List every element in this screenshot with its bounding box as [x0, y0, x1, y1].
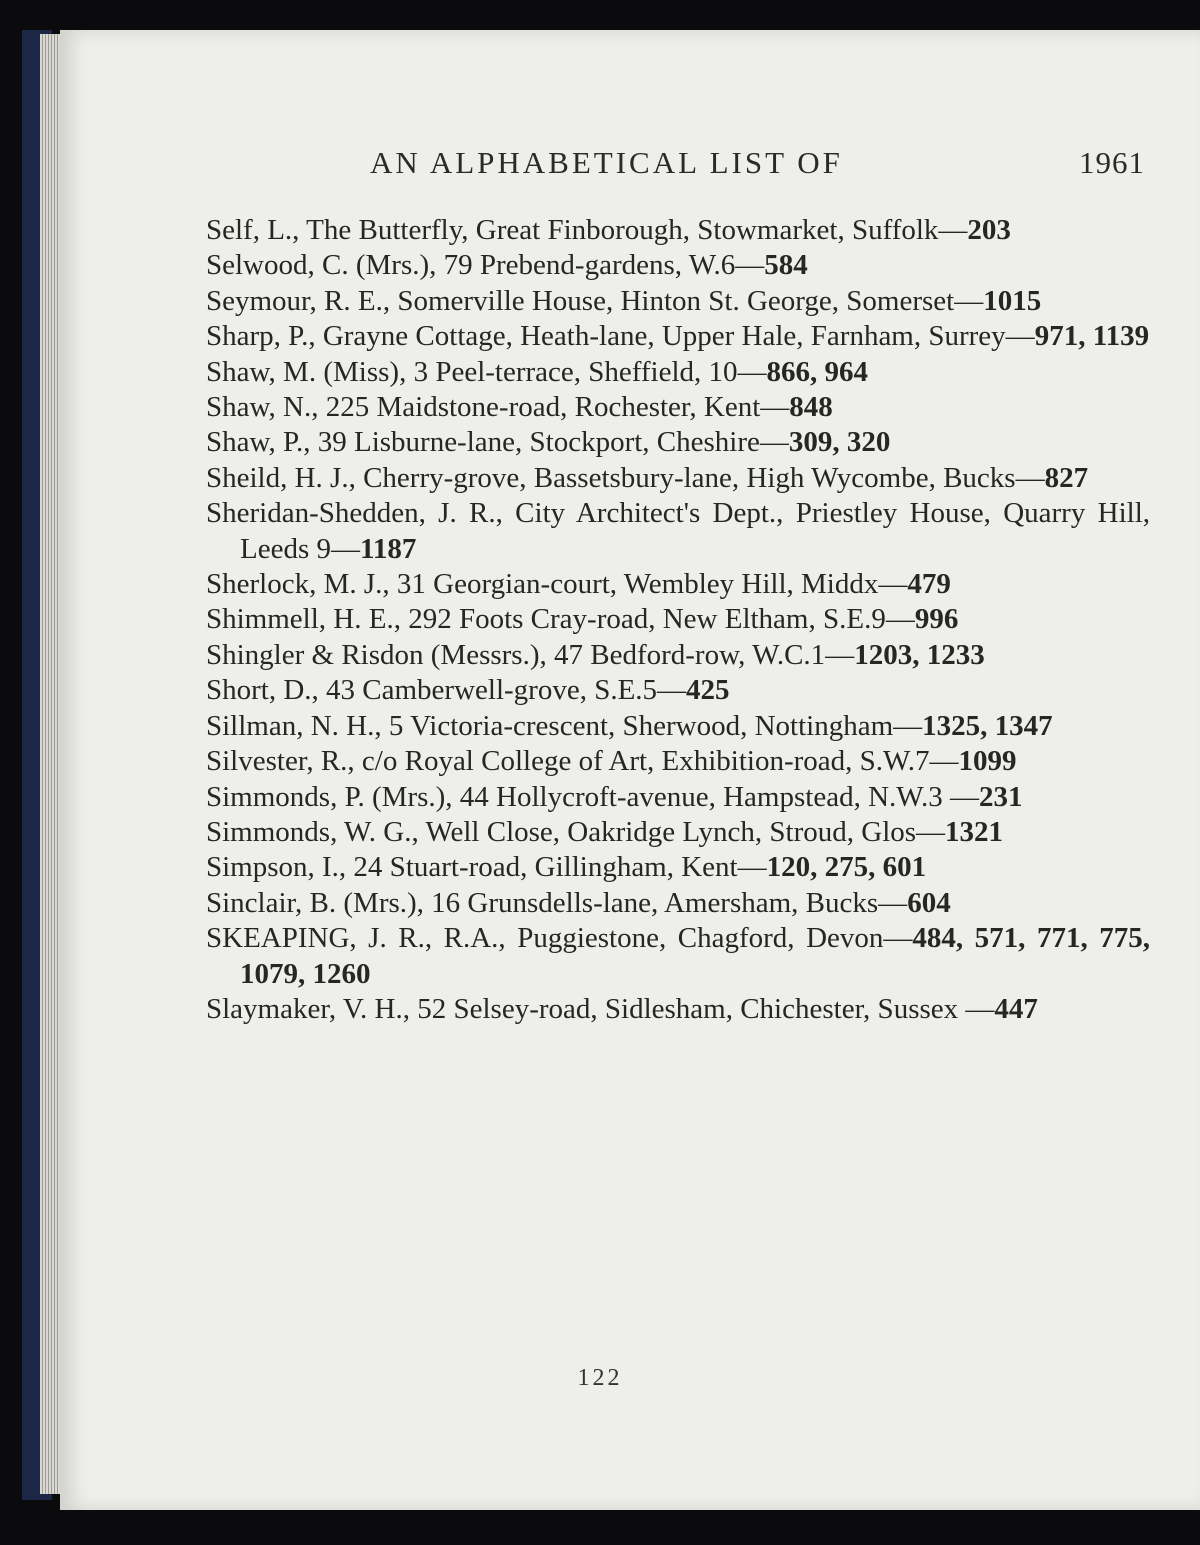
list-entry — [206, 886, 1150, 921]
entry-text: Sheild, H. J., Cherry-grove, Bassetsbury-lane, High Wycombe, Bucks— — [206, 461, 1045, 494]
entry-numbers: 447 — [994, 992, 1038, 1025]
entry-numbers: 1325, 1347 — [922, 709, 1053, 742]
entry-numbers: 866, 964 — [766, 355, 869, 388]
entry-numbers: 120, 275, 601 — [766, 851, 927, 884]
entry-text: SKEAPING, J. R., R.A., Puggiestone, Chagford, Devon— — [206, 922, 913, 955]
list-entry — [206, 638, 1150, 673]
entry-numbers: 1099 — [958, 745, 1017, 778]
entry-text: Sherlock, M. J., 31 Georgian-court, Wembley Hill, Middx— — [206, 568, 908, 601]
entry-text: Shingler & Risdon (Messrs.), 47 Bedford-row, W.C.1— — [206, 638, 855, 671]
entry-list — [206, 213, 1150, 1027]
list-entry — [206, 815, 1150, 850]
entry-numbers: 309, 320 — [788, 426, 891, 459]
entry-text: Shimmell, H. E., 292 Foots Cray-road, New Eltham, S.E.9— — [206, 603, 915, 636]
list-entry — [206, 248, 1150, 283]
entry-numbers: 1187 — [360, 532, 417, 565]
list-entry — [206, 921, 1150, 992]
entry-numbers: 425 — [686, 674, 730, 707]
list-entry — [206, 780, 1150, 815]
entry-numbers: 996 — [914, 603, 959, 636]
running-year: 1961 — [1079, 145, 1145, 180]
list-entry — [206, 461, 1150, 496]
entry-text: Silvester, R., c/o Royal College of Art, Exhibition-road, S.W.7— — [206, 745, 959, 778]
entry-numbers: 827 — [1044, 461, 1089, 494]
entry-text: Sinclair, B. (Mrs.), 16 Grunsdells-lane, Amersham, Bucks— — [206, 886, 908, 919]
entry-text: Short, D., 43 Camberwell-grove, S.E.5— — [206, 674, 687, 707]
entry-numbers: 1321 — [945, 815, 1004, 848]
list-entry — [206, 709, 1150, 744]
running-head — [0, 145, 1145, 185]
entry-text: Seymour, R. E., Somerville House, Hinton St. George, Somerset— — [206, 284, 984, 317]
list-entry — [206, 567, 1150, 602]
entry-text: Self, L., The Butterfly, Great Finborough, Stowmarket, Suffolk— — [206, 214, 968, 246]
list-entry — [206, 744, 1150, 779]
list-entry — [206, 602, 1150, 637]
list-entry — [206, 673, 1150, 708]
list-entry — [206, 355, 1150, 390]
entry-numbers: 231 — [978, 780, 1023, 813]
entry-numbers: 848 — [789, 391, 833, 424]
entry-text: Shaw, M. (Miss), 3 Peel-terrace, Sheffield, 10— — [206, 355, 767, 388]
entry-numbers: 479 — [907, 568, 951, 601]
entry-text: Simpson, I., 24 Stuart-road, Gillingham, Kent— — [206, 851, 767, 884]
entry-numbers: 604 — [907, 886, 951, 919]
entry-numbers: 971, 1139 — [1034, 320, 1150, 353]
list-entry — [206, 425, 1150, 460]
running-title: AN ALPHABETICAL LIST OF — [370, 145, 843, 180]
entry-text: Simmonds, W. G., Well Close, Oakridge Lynch, Stroud, Glos— — [206, 815, 946, 848]
list-entry — [206, 284, 1150, 319]
list-entry — [206, 496, 1150, 567]
list-entry — [206, 850, 1150, 885]
list-entry — [206, 992, 1150, 1027]
entry-text: Sillman, N. H., 5 Victoria-crescent, Sherwood, Nottingham— — [206, 709, 923, 742]
entry-numbers: 484, 571, 771, 775, 1079, 1260 — [240, 922, 1150, 990]
entry-text: Selwood, C. (Mrs.), 79 Prebend-gardens, W.6— — [206, 249, 765, 282]
entry-text: Simmonds, P. (Mrs.), 44 Hollycroft-avenue, Hampstead, N.W.3 — — [206, 780, 979, 813]
entry-text: Shaw, P., 39 Lisburne-lane, Stockport, Cheshire— — [206, 426, 789, 459]
entry-numbers: 203 — [967, 214, 1011, 246]
entry-numbers: 584 — [764, 249, 808, 282]
page-number: 122 — [577, 1365, 623, 1391]
list-entry — [206, 319, 1150, 354]
entry-text: Sharp, P., Grayne Cottage, Heath-lane, Upper Hale, Farnham, Surrey— — [206, 320, 1035, 353]
entry-text: Sheridan-Shedden, J. R., City Architect's Dept., Priestley House, Quarry Hill, Leeds 9— — [206, 497, 1150, 565]
entry-numbers: 1203, 1233 — [854, 638, 985, 671]
entry-text: Slaymaker, V. H., 52 Selsey-road, Sidlesham, Chichester, Sussex — — [206, 992, 995, 1025]
list-entry — [206, 390, 1150, 425]
entry-text: Shaw, N., 225 Maidstone-road, Rochester, Kent— — [206, 391, 790, 424]
list-entry — [206, 213, 1150, 248]
entry-numbers: 1015 — [983, 284, 1042, 317]
